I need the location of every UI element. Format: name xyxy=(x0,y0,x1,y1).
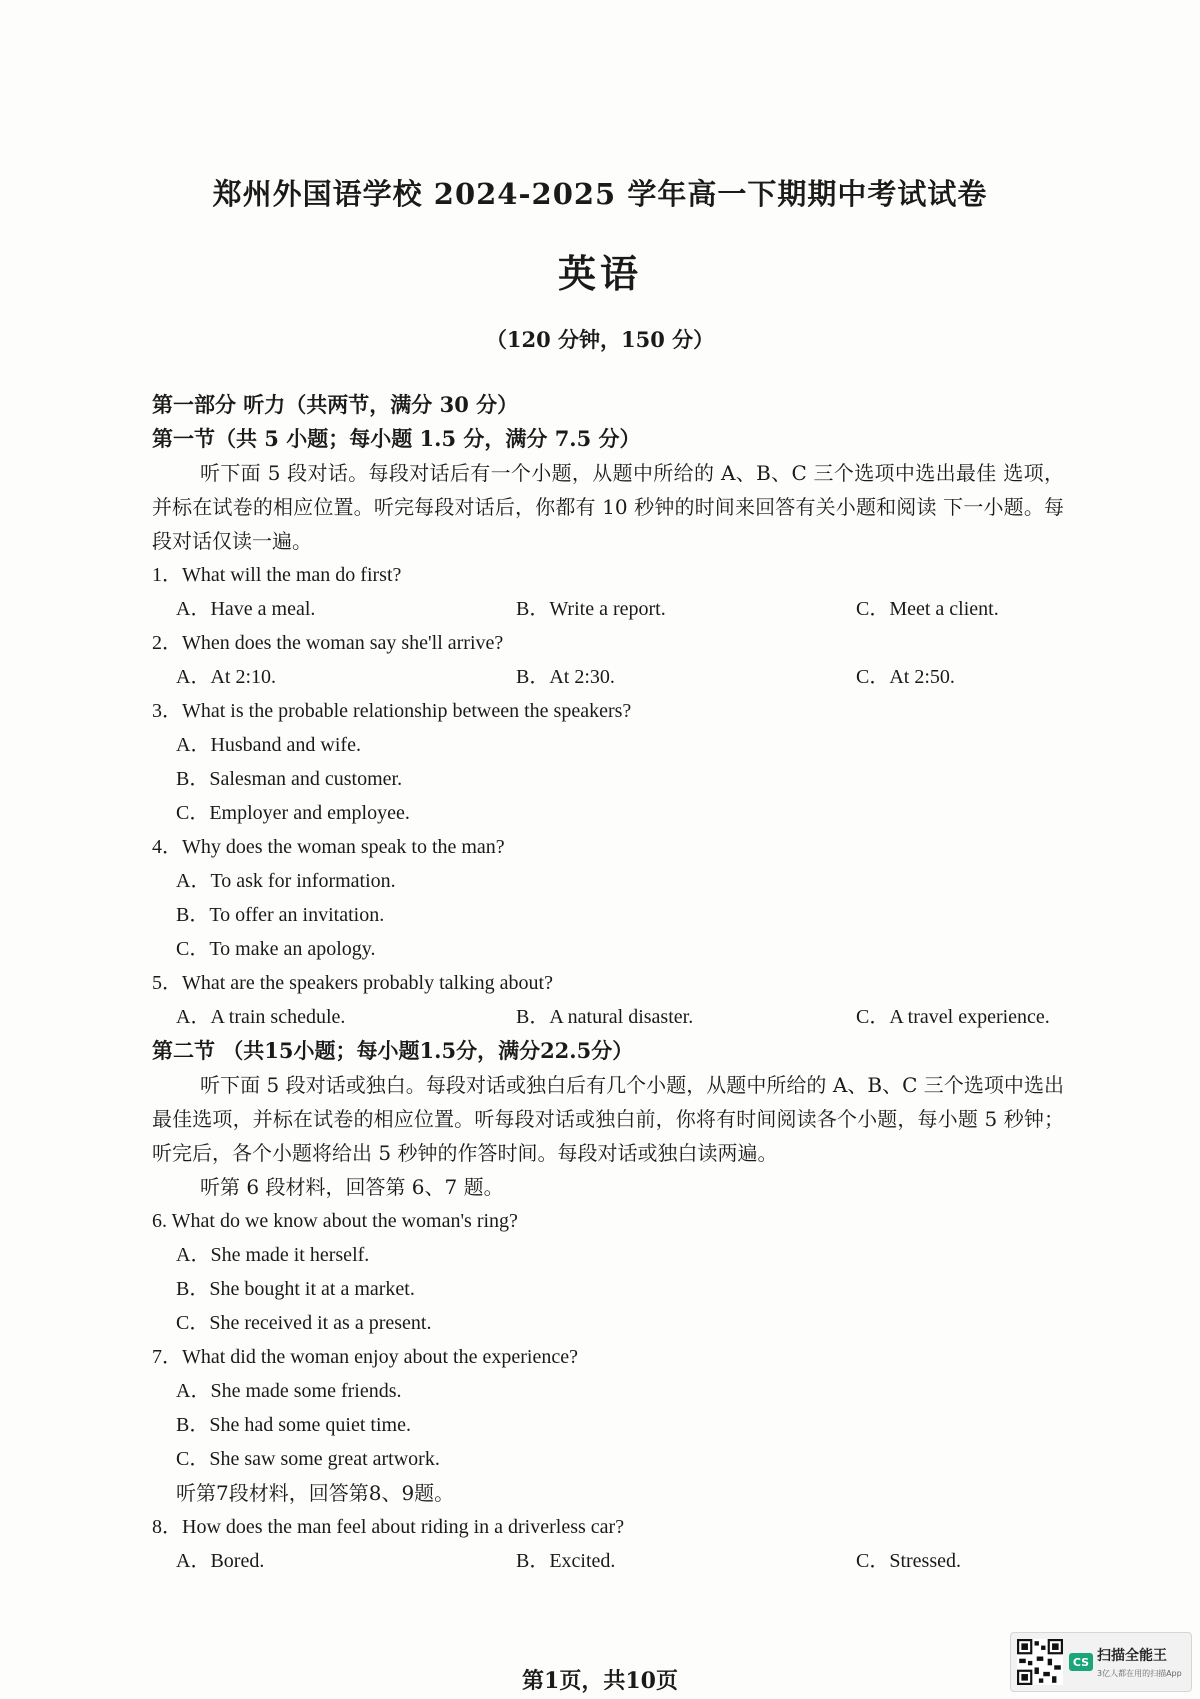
option-b: B．Salesman and customer. xyxy=(176,768,403,790)
material-7-note: 听第7段材料，回答第8、9题。 xyxy=(176,1481,455,1505)
option-b: B．A natural disaster. xyxy=(516,1006,694,1028)
question-1: 1．What will the man do first? xyxy=(152,564,402,586)
question-7: 7．What did the woman enjoy about the experience? xyxy=(152,1346,578,1368)
option-a: A．Bored. xyxy=(176,1550,265,1572)
option-b: B．Write a report. xyxy=(516,598,666,620)
question-8: 8．How does the man feel about riding in a driverless car? xyxy=(152,1516,625,1538)
option-c: C．She received it as a present. xyxy=(176,1312,432,1334)
scanner-tagline: 3亿人都在用的扫描App xyxy=(1097,1669,1182,1678)
question-4: 4．Why does the woman speak to the man? xyxy=(152,836,505,858)
option-c: C．She saw some great artwork. xyxy=(176,1448,440,1470)
option-a: A．She made some friends. xyxy=(176,1380,402,1402)
option-b: B．To offer an invitation. xyxy=(176,904,385,926)
option-b: B．She had some quiet time. xyxy=(176,1414,411,1436)
scanner-watermark xyxy=(1010,1632,1192,1692)
section1-instructions: 听下面 5 段对话。每段对话后有一个小题，从题中所给的 A、B、C 三个选项中选出最佳 选项，并标在试卷的相应位置。听完每段对话后，你都有 10 秒钟的时间来回答有关小题和阅读 下一小题。每段对话仅读一遍。 xyxy=(152,461,1064,553)
part1-heading: 第一部分 听力（共两节，满分 30 分） xyxy=(152,392,519,417)
question-5-options xyxy=(152,1000,1064,1034)
option-b: B．Excited. xyxy=(516,1550,616,1572)
option-c: C．A travel experience. xyxy=(856,1006,1050,1028)
option-b: B．She bought it at a market. xyxy=(176,1278,415,1300)
material-6-note: 听第 6 段材料，回答第 6、7 题。 xyxy=(200,1175,504,1199)
exam-body xyxy=(152,388,1064,1578)
option-a: A．She made it herself. xyxy=(176,1244,370,1266)
option-a: A．At 2:10. xyxy=(176,666,276,688)
question-2-options xyxy=(152,660,1064,694)
scanner-name: 扫描全能王 xyxy=(1097,1648,1167,1664)
option-a: A．A train schedule. xyxy=(176,1006,346,1028)
page-footer: 第1页，共10页 xyxy=(522,1668,678,1694)
option-c: C．Stressed. xyxy=(856,1550,961,1572)
section2-heading: 第二节 （共15小题；每小题1.5分，满分22.5分） xyxy=(152,1038,634,1063)
qr-code-icon xyxy=(1017,1639,1063,1685)
exam-subject: 英语 xyxy=(557,251,642,296)
section2-instructions: 听下面 5 段对话或独白。每段对话或独白后有几个小题，从题中所给的 A、B、C 三个选项中选出最佳选项，并标在试卷的相应位置。听每段对话或独白前，你将有时间阅读各个小题，每小题 5 秒钟；听完后，各个小题将给出 5 秒钟的作答时间。每段对话或独白读两遍。 xyxy=(152,1073,1064,1165)
option-c: C．Employer and employee. xyxy=(176,802,410,824)
question-3: 3．What is the probable relationship between the speakers? xyxy=(152,700,632,722)
question-1-options xyxy=(152,592,1064,626)
question-6: 6. What do we know about the woman's ring? xyxy=(152,1210,518,1232)
option-b: B．At 2:30. xyxy=(516,666,615,688)
option-c: C．Meet a client. xyxy=(856,598,999,620)
question-8-options xyxy=(152,1544,1064,1578)
question-5: 5．What are the speakers probably talking about? xyxy=(152,972,553,994)
option-a: A．Husband and wife. xyxy=(176,734,361,756)
question-2: 2．When does the woman say she'll arrive? xyxy=(152,632,504,654)
cs-logo-icon: CS xyxy=(1069,1653,1093,1671)
section1-heading: 第一节（共 5 小题；每小题 1.5 分，满分 7.5 分） xyxy=(152,426,641,451)
exam-title: 郑州外国语学校 2024-2025 学年高一下期期中考试试卷 xyxy=(212,177,988,211)
option-c: C．To make an apology. xyxy=(176,938,376,960)
exam-duration: （120 分钟，150 分） xyxy=(485,327,715,352)
option-a: A．Have a meal. xyxy=(176,598,316,620)
scanner-text xyxy=(1097,1645,1182,1679)
option-a: A．To ask for information. xyxy=(176,870,396,892)
option-c: C．At 2:50. xyxy=(856,666,955,688)
